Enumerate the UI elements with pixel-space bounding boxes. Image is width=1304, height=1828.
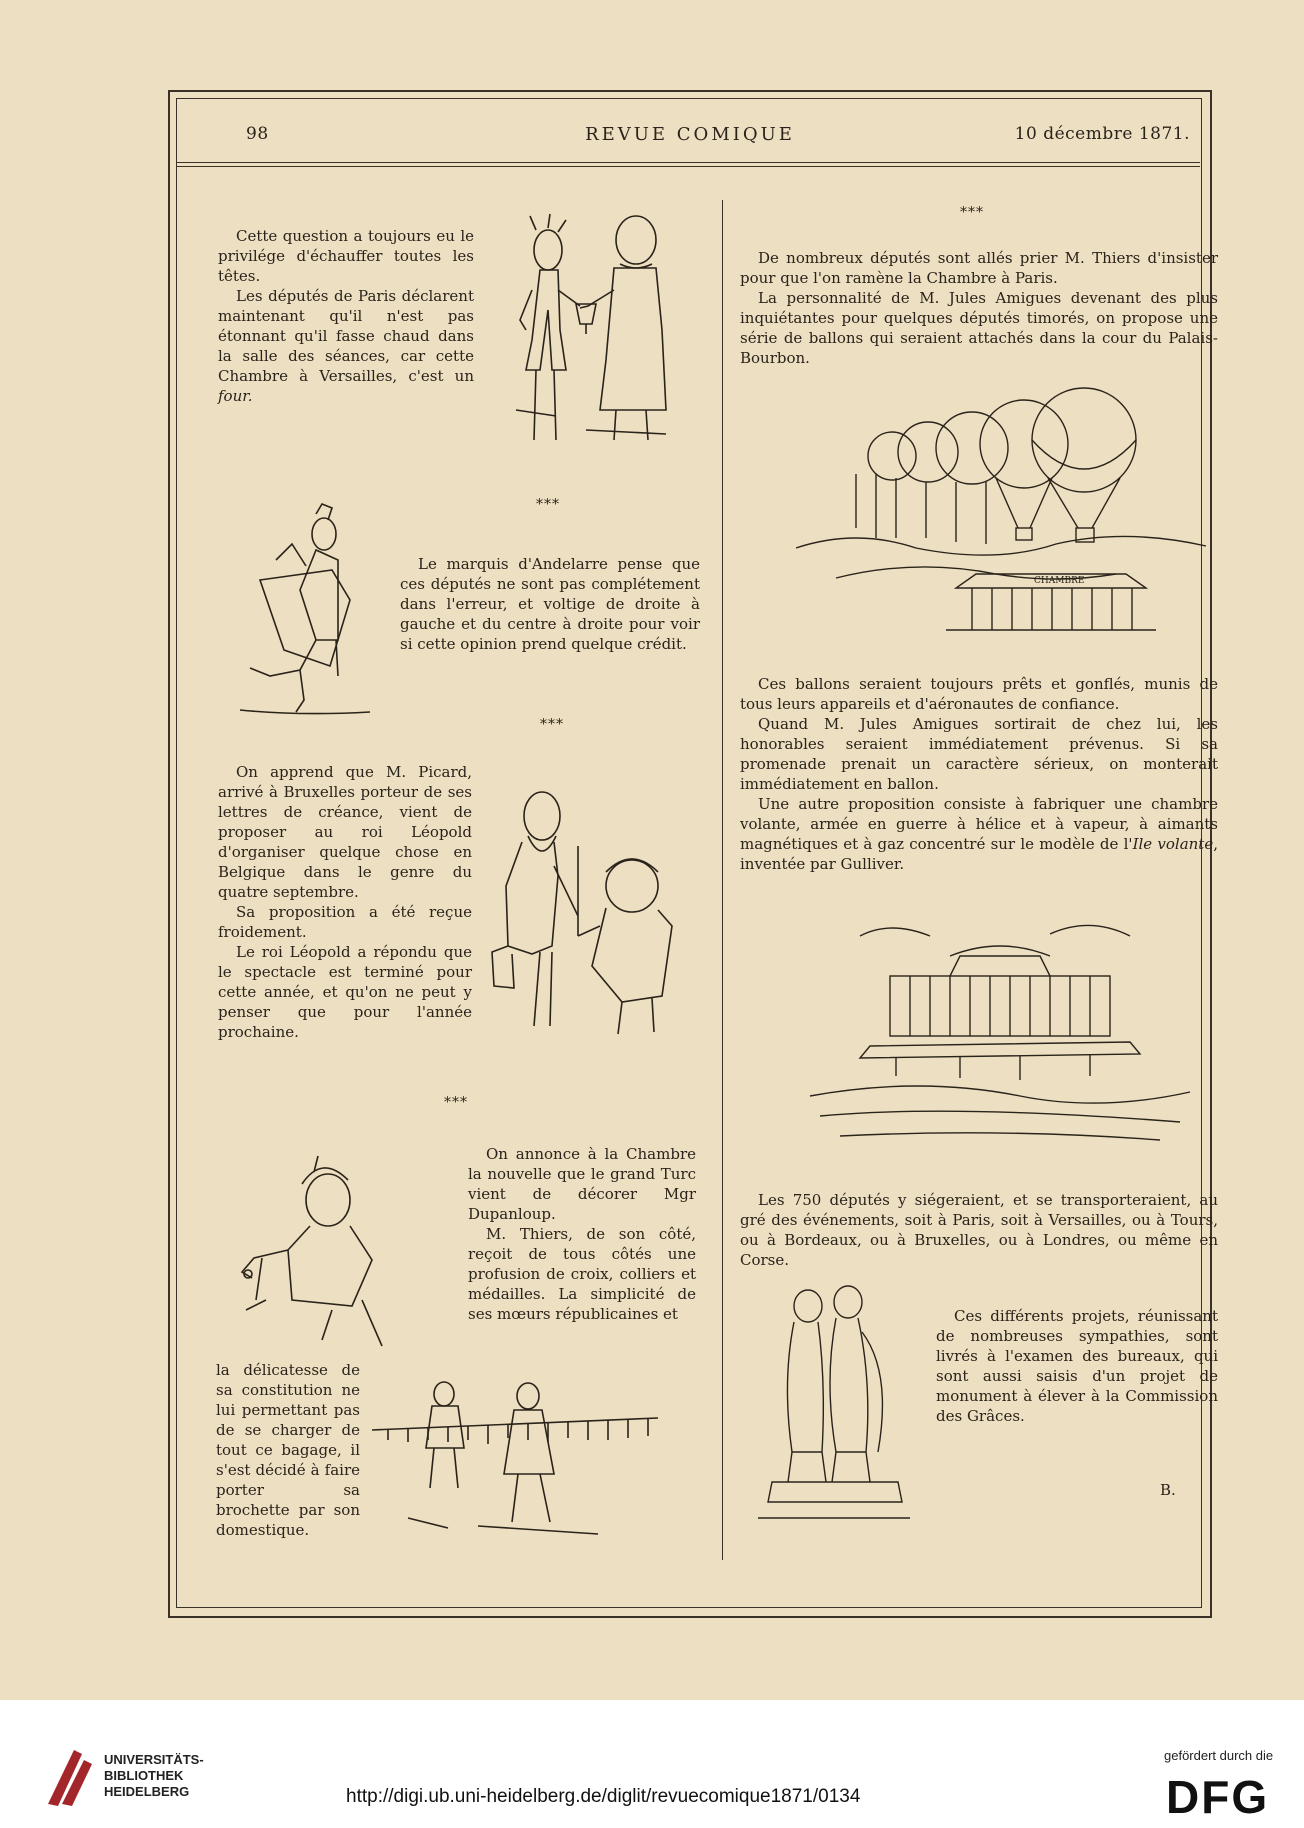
article-paragraphs-ile-volante — [740, 674, 1218, 874]
paragraph: De nombreux députés sont allés prier M. Thiers d'insister pour que l'on ramène la Chambre à Paris. — [740, 249, 1218, 287]
paragraph: Le roi Léopold a répondu que le spectacle est terminé pour cette année, et qu'on ne peut y penser que pour l'année prochaine. — [218, 943, 472, 1041]
balloon-sign-text: CHAMBRE — [1034, 576, 1085, 586]
section-stars: ⁎⁎⁎ — [540, 712, 564, 728]
illustration-marquis-voltige — [220, 500, 400, 730]
library-name — [104, 1752, 204, 1800]
paragraph-text: Une autre proposition consiste à fabriquer une chambre volante, armée en guerre à hélice et à vapeur, à aimants magnétiques et à gaz concentré sur le modèle de l' — [740, 795, 1218, 853]
article-paragraph-marquis — [400, 554, 700, 654]
library-name-line: BIBLIOTHEK — [104, 1768, 184, 1783]
paragraph — [740, 794, 1218, 874]
italic-word: four. — [218, 387, 253, 405]
paragraph: Quand M. Jules Amigues sortirait de chez lui, les honorables seraient immédiatement prévenus. Si sa promenade prenait un caractère sérieux, on monterait immédiatement en ballon. — [740, 715, 1218, 793]
paragraph-text: Les députés de Paris déclarent maintenant qu'il n'est pas étonnant qu'il fasse chaud dans la salle des séances, car cette Chambre à Versailles, c'est un — [218, 287, 474, 385]
paragraph: Sa proposition a été reçue froidement. — [218, 903, 472, 941]
header-rule — [176, 162, 1200, 163]
article-paragraphs-turc — [468, 1144, 696, 1324]
article-paragraphs-picard — [218, 762, 472, 1042]
issue-date: 10 décembre 1871. — [1014, 124, 1190, 144]
paragraph: la délicatesse de sa constitution ne lui permettant pas de se charger de tout ce bagage, il s'est décidé à faire porter sa brochette par son domestique. — [216, 1361, 360, 1539]
illustration-balloons — [796, 378, 1216, 648]
paragraph: M. Thiers, de son côté, reçoit de tous côtés une profusion de croix, colliers et médailles. La simplicité de ses mœurs républicaines et — [468, 1225, 696, 1323]
paragraph: On annonce à la Chambre la nouvelle que le grand Turc vient de décorer Mgr Dupanloup. — [468, 1145, 696, 1223]
illustration-brochette — [368, 1378, 668, 1544]
section-stars: ⁎⁎⁎ — [444, 1090, 468, 1106]
paragraph: Le marquis d'Andelarre pense que ces députés ne sont pas complétement dans l'erreur, et voltige de droite à gauche et du centre à droite pour voir si cette opinion prend quelque crédit. — [400, 555, 700, 653]
column-divider — [722, 200, 723, 1560]
page-number: 98 — [246, 124, 269, 144]
illustration-deputies-heat — [496, 210, 682, 446]
paragraph: Cette question a toujours eu le privilége d'échauffer toutes les têtes. — [218, 227, 474, 285]
section-stars: ⁎⁎⁎ — [960, 200, 984, 216]
paragraph: Les 750 députés y siégeraient, et se transporteraient, au gré des événements, soit à Paris, soit à Versailles, ou à Tours, ou à Bordeaux, ou à Bruxelles, ou à Londres, ou même en Corse. — [740, 1191, 1218, 1269]
paragraph: La personnalité de M. Jules Amigues devenant des plus inquiétantes pour quelques députés timorés, on propose une série de ballons qui seraient attachés dans la cour du Palais-Bourbon. — [740, 289, 1218, 367]
paragraph-text-end: , inventée par Gulliver. — [740, 835, 1218, 873]
journal-title: REVUE COMIQUE — [585, 124, 795, 145]
article-paragraph-graces — [936, 1306, 1218, 1426]
illustration-picard-leopold — [482, 776, 682, 1038]
dfg-logo: DFG — [1166, 1771, 1270, 1823]
paragraph — [218, 286, 474, 406]
university-library-logo — [44, 1744, 98, 1814]
section-stars: ⁎⁎⁎ — [536, 492, 560, 508]
italic-term: Ile volante — [1132, 835, 1214, 853]
paragraph: Ces différents projets, réunissant de nombreuses sympathies, sont livrés à l'examen des bureaux, qui sont aussi saisis d'un projet de monument à élever à la Commission des Grâces. — [936, 1307, 1218, 1425]
library-name-line: HEIDELBERG — [104, 1784, 190, 1799]
source-url-link[interactable]: http://digi.ub.uni-heidelberg.de/diglit/revuecomique1871/0134 — [346, 1786, 861, 1807]
article-paragraph-deputes — [740, 1190, 1218, 1270]
library-name-line: UNIVERSITÄTS- — [104, 1752, 204, 1767]
signature: B. — [1160, 1481, 1176, 1499]
illustration-grand-turc — [232, 1150, 452, 1350]
article-paragraphs-1 — [218, 226, 474, 406]
paragraph: Ces ballons seraient toujours prêts et gonflés, munis de tous leurs appareils et d'aéronautes de confiance. — [740, 675, 1218, 713]
article-paragraph-brochette — [216, 1360, 360, 1540]
article-paragraphs-ballons — [740, 248, 1218, 368]
paragraph: On apprend que M. Picard, arrivé à Bruxelles porteur de ses lettres de créance, vient de proposer au roi Léopold d'organiser quelque chose en Belgique dans le genre du quatre septembre. — [218, 763, 472, 901]
funded-by-label: gefördert durch die — [1164, 1748, 1274, 1763]
illustration-three-graces — [752, 1282, 916, 1522]
header-rule-double — [176, 166, 1200, 167]
illustration-flying-chamber — [800, 916, 1200, 1156]
